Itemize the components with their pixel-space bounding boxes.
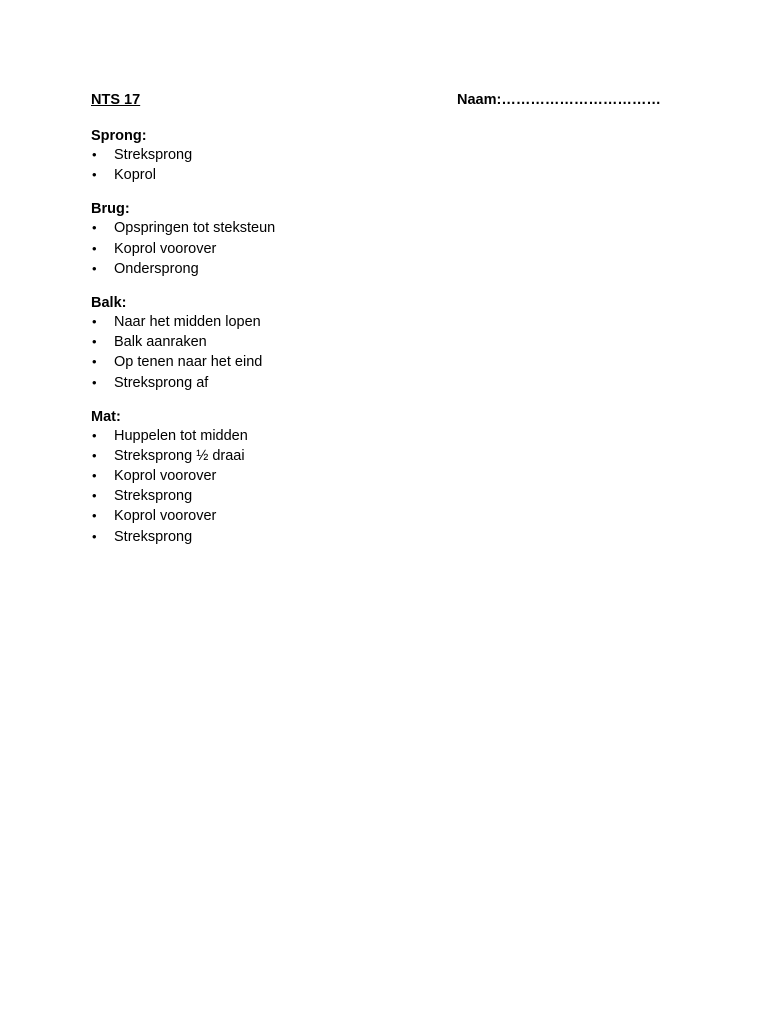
name-field: Naam:…………………………… <box>457 92 661 108</box>
bullet-icon: • <box>92 468 97 484</box>
bullet-icon: • <box>92 334 97 350</box>
list-item <box>91 446 691 466</box>
list-item <box>91 426 691 446</box>
document-title: NTS 17 <box>91 92 141 108</box>
exercise-sections <box>91 127 691 562</box>
bullet-icon: • <box>92 528 97 544</box>
list-item <box>91 259 691 279</box>
section-title: Sprong: <box>91 128 147 144</box>
list-item-label: Streksprong af <box>114 374 209 391</box>
bullet-icon: • <box>92 260 97 276</box>
list-item <box>91 373 691 393</box>
bullet-icon: • <box>92 354 97 370</box>
section-title: Balk: <box>91 294 127 311</box>
bullet-icon: • <box>92 220 97 236</box>
list-item <box>91 145 691 165</box>
list-item-label: Koprol voorover <box>114 240 217 257</box>
list-item-label: Streksprong <box>114 528 193 545</box>
bullet-icon: • <box>92 313 97 329</box>
list-item <box>91 466 691 486</box>
bullet-icon: • <box>92 508 97 524</box>
list-item-label: Streksprong <box>114 147 193 163</box>
list-item <box>91 312 691 332</box>
section <box>91 294 691 393</box>
list-item-label: Ondersprong <box>114 260 199 277</box>
list-item-label: Streksprong ½ draai <box>114 447 245 464</box>
list-item-label: Op tenen naar het eind <box>114 354 263 371</box>
bullet-icon: • <box>92 427 97 443</box>
bullet-icon: • <box>92 488 97 504</box>
list-item-label: Koprol <box>114 167 156 184</box>
list-item-label: Koprol voorover <box>114 468 217 485</box>
list-item <box>91 165 691 185</box>
list-item <box>91 506 691 526</box>
list-item-label: Koprol voorover <box>114 508 217 525</box>
exercise-list <box>91 145 691 185</box>
section <box>91 200 691 279</box>
exercise-list <box>91 312 691 393</box>
list-item-label: Balk aanraken <box>114 334 207 351</box>
section <box>91 127 691 185</box>
list-item <box>91 332 691 352</box>
list-item-label: Huppelen tot midden <box>114 427 248 444</box>
list-item <box>91 218 691 238</box>
list-item-label: Streksprong <box>114 488 193 505</box>
list-item <box>91 352 691 372</box>
list-item <box>91 486 691 506</box>
section-title: Brug: <box>91 201 130 218</box>
list-item-label: Opspringen tot steksteun <box>114 220 276 237</box>
exercise-list <box>91 218 691 279</box>
bullet-icon: • <box>92 240 97 256</box>
section <box>91 408 691 547</box>
list-item <box>91 527 691 547</box>
bullet-icon: • <box>92 147 97 162</box>
list-item-label: Naar het midden lopen <box>114 313 261 330</box>
section-title: Mat: <box>91 408 121 425</box>
bullet-icon: • <box>92 374 97 390</box>
exercise-list <box>91 426 691 547</box>
list-item <box>91 239 691 259</box>
bullet-icon: • <box>92 167 97 183</box>
bullet-icon: • <box>92 447 97 463</box>
